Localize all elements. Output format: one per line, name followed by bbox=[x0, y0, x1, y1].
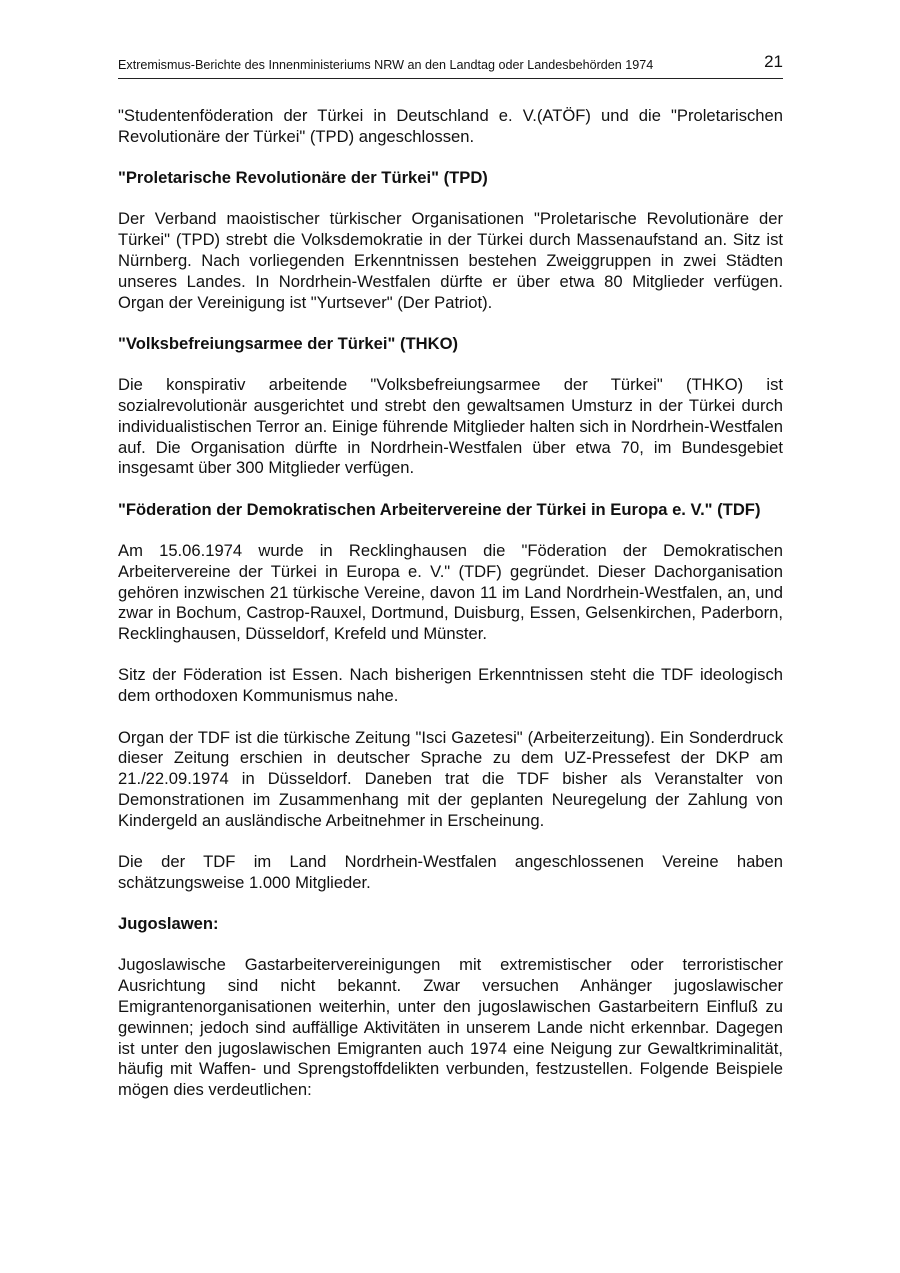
heading-tpd: "Proletarische Revolutionäre der Türkei" (TPD) bbox=[118, 168, 488, 188]
paragraph-jugoslawen: Jugoslawische Gastarbeitervereinigungen mit extremistischer oder terroristischer Ausrichtung sind nicht bekannt. Zwar versuchen Anhänger jugoslawischer Emigrantenorganisationen weiterhin, unter den jugoslawischen Gastarbeitern Einfluß zu gewinnen; jedoch sind auffällige Aktivitäten in unserem Lande nicht erkennbar. Dagegen ist unter den jugoslawischen Emigranten auch 1974 eine Neigung zur Gewaltkriminalität, häufig mit Waffen- und Sprengstoffdelikten verbunden, festzustellen. Folgende Beispiele mögen dies verdeutlichen: bbox=[118, 955, 783, 1100]
page-number: 21 bbox=[764, 52, 783, 71]
paragraph-tdf-organ: Organ der TDF ist die türkische Zeitung "Isci Gazetesi" (Arbeiterzeitung). Ein Sonderdruck dieser Zeitung erschien in deutscher Sprache zu dem UZ-Pressefest der DKP am 21./22.09.1974 in Düsseldorf. Daneben trat die TDF bisher als Veranstalter von Demonstrationen im Zusammenhang mit der geplanten Neuregelung der Zahlung von Kindergeld an ausländische Arbeitnehmer in Erscheinung. bbox=[118, 727, 783, 830]
heading-jugoslawen: Jugoslawen: bbox=[118, 914, 219, 934]
heading-tdf: "Föderation der Demokratischen Arbeitervereine der Türkei in Europa e. V." (TDF) bbox=[118, 499, 761, 519]
paragraph-tdf-members: Die der TDF im Land Nordrhein-Westfalen angeschlossenen Vereine haben schätzungsweise 1.000 Mitglieder. bbox=[118, 852, 783, 892]
paragraph-tpd: Der Verband maoistischer türkischer Organisationen "Proletarische Revolutionäre der Türkei" (TPD) strebt die Volksdemokratie in der Türkei durch Massenaufstand an. Sitz ist Nürnberg. Nach vorliegenden Erkenntnissen bestehen Zweiggruppen in zwei Städten unseres Landes. In Nordrhein-Westfalen dürfte er über etwa 80 Mitglieder verfügen. Organ der Vereinigung ist "Yurtsever" (Der Patriot). bbox=[118, 209, 783, 312]
paragraph-thko: Die konspirativ arbeitende "Volksbefreiungsarmee der Türkei" (THKO) ist sozialrevolutionär ausgerichtet und strebt den gewaltsamen Umsturz in der Türkei durch individualistischen Terror an. Einige führende Mitglieder halten sich in Nordrhein-Westfalen auf. Die Organisation dürfte in Nordrhein-Westfalen über etwa 70, im Bundesgebiet insgesamt über 300 Mitglieder verfügen. bbox=[118, 375, 783, 478]
heading-thko: "Volksbefreiungsarmee der Türkei" (THKO) bbox=[118, 333, 459, 353]
running-title: Extremismus-Berichte des Innenministeriums NRW an den Landtag oder Landesbehörden 1974 bbox=[118, 58, 654, 72]
running-header bbox=[118, 52, 783, 79]
paragraph-tdf-seat: Sitz der Föderation ist Essen. Nach bisherigen Erkenntnissen steht die TDF ideologisch dem orthodoxen Kommunismus nahe. bbox=[118, 665, 783, 706]
paragraph-tdf-founding: Am 15.06.1974 wurde in Recklinghausen die "Föderation der Demokratischen Arbeitervereine der Türkei in Europa e. V." (TDF) gegründet. Dieser Dachorganisation gehören inzwischen 21 türkische Vereine, davon 11 im Land Nordrhein-Westfalen, an, und zwar in Bochum, Castrop-Rauxel, Dortmund, Duisburg, Essen, Gelsenkirchen, Paderborn, Recklinghausen, Düsseldorf, Krefeld und Münster. bbox=[118, 540, 783, 644]
document-body bbox=[118, 106, 783, 1121]
paragraph-atoef-continuation: "Studentenföderation der Türkei in Deutschland e. V.(ATÖF) und die "Proletarischen Revolutionäre der Türkei" (TPD) angeschlossen. bbox=[118, 106, 783, 146]
